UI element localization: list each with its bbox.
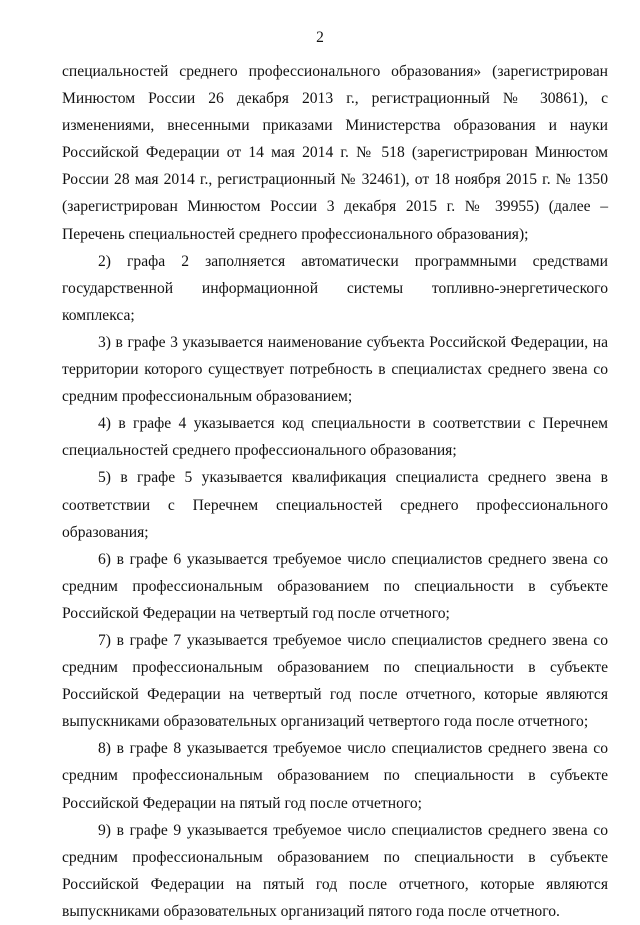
paragraph-item-9: 9) в графе 9 указывается требуемое число специалистов среднего звена со средним профессиональным образованием по специальности в субъекте Российской Федерации на пятый год после отчетного, которые являются выпускниками образовательных организаций пятого года после отчетного.: [62, 821, 608, 920]
document-body: [62, 58, 608, 925]
paragraph-item-4: 4) в графе 4 указывается код специальности в соответствии с Перечнем специальностей среднего профессионального образования;: [62, 415, 608, 460]
paragraph-item-3: 3) в графе 3 указывается наименование субъекта Российской Федерации, на территории которого существует потребность в специалистах среднего звена со средним профессиональным образованием;: [62, 333, 608, 406]
paragraph-item-8: 8) в графе 8 указывается требуемое число специалистов среднего звена со средним профессиональным образованием по специальности в субъекте Российской Федерации на пятый год после отчетного;: [62, 740, 608, 812]
paragraph-item-6: 6) в графе 6 указывается требуемое число специалистов среднего звена со средним профессиональным образованием по специальности в субъекте Российской Федерации на четвертый год после отчетного;: [62, 550, 608, 622]
paragraph-item-2: 2) графа 2 заполняется автоматически программными средствами государственной информационной системы топливно-энергетического комплекса;: [62, 252, 608, 324]
page-number: 2: [316, 29, 324, 46]
paragraph-continuation: специальностей среднего профессионального образования» (зарегистрирован Минюстом России 26 декабря 2013 г., регистрационный № 30861), с изменениями, внесенными приказами Министерства образования и науки Российской Федерации от 14 мая 2014 г. № 518 (зарегистрирован Минюстом России 28 мая 2014 г., регистрационный № 32461), от 18 ноября 2015 г. № 1350 (зарегистрирован Минюстом России 3 декабря 2015 г. № 39955) (далее – Перечень специальностей среднего профессионального образования);: [62, 63, 608, 243]
paragraph-item-7: 7) в графе 7 указывается требуемое число специалистов среднего звена со средним профессиональным образованием по специальности в субъекте Российской Федерации на четвертый год после отчетного, которые являются выпускниками образовательных организаций четвертого года после отчетного;: [62, 631, 608, 731]
paragraph-item-5: 5) в графе 5 указывается квалификация специалиста среднего звена в соответствии с Перечнем специальностей среднего профессионального образования;: [62, 469, 608, 541]
